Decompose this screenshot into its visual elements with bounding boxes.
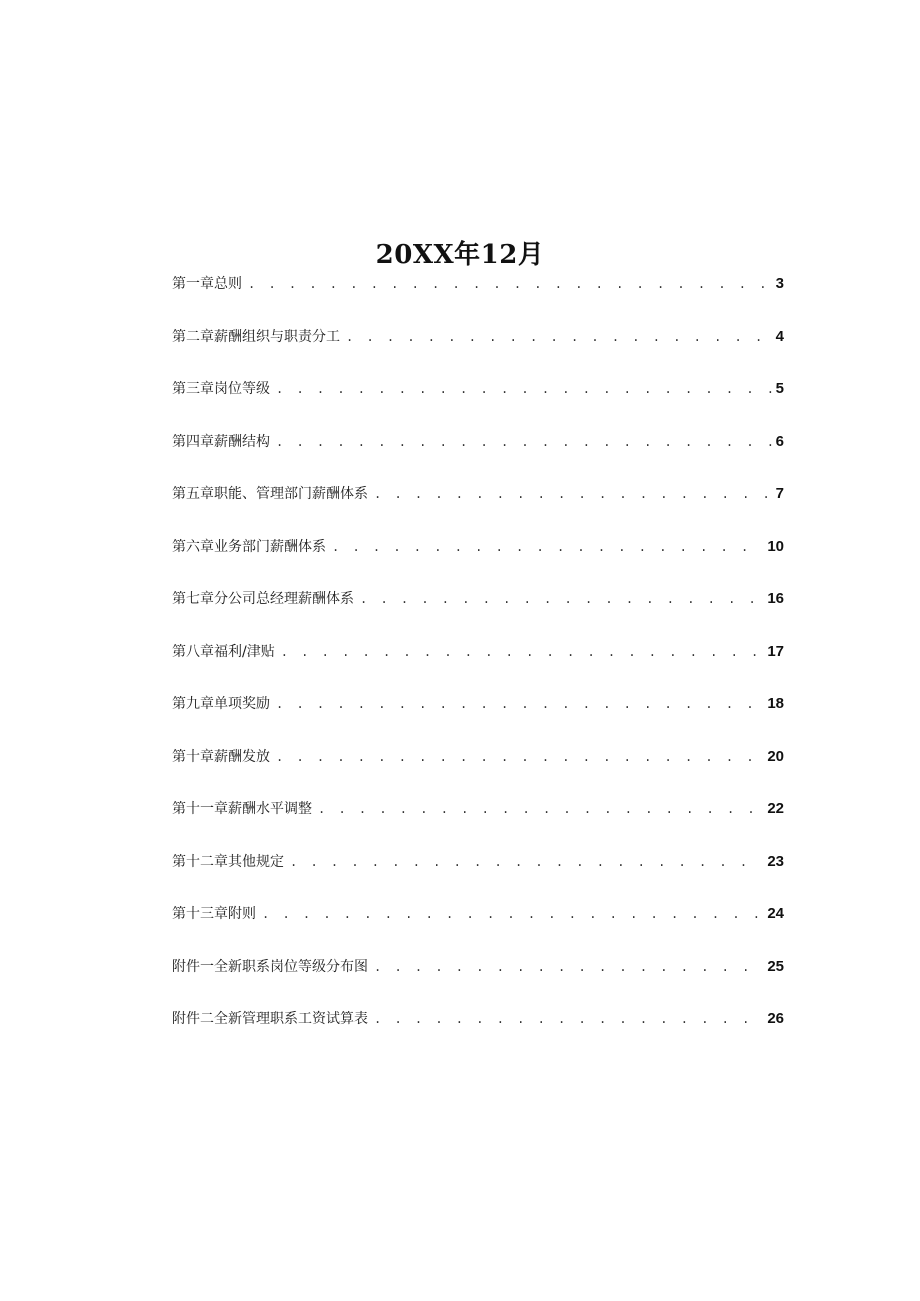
toc-entry-title: 第十一章薪酬水平调整	[172, 801, 312, 817]
toc-entry-title: 第八章福利/津贴	[172, 643, 275, 660]
toc-page-number: 3	[775, 275, 784, 292]
toc-page-number: 20	[767, 747, 784, 765]
date-heading: 20XX年12月	[375, 240, 545, 270]
toc-dot-leader	[281, 639, 764, 665]
toc-entry[interactable]	[172, 324, 784, 377]
toc-dot-leader	[276, 691, 763, 717]
toc-entry-title: 第一章总则	[172, 276, 242, 292]
toc-page-number: 10	[767, 537, 784, 555]
toc-entry[interactable]	[172, 481, 784, 534]
toc-entry-title: 第十三章附则	[172, 906, 256, 922]
toc-page-number: 5	[775, 380, 784, 397]
toc-entry-title: 附件二全新管理职系工资试算表	[172, 1011, 368, 1027]
toc-dot-leader	[374, 954, 763, 980]
toc-entry[interactable]	[172, 639, 784, 692]
toc-page-number: 26	[767, 1010, 784, 1027]
toc-entry[interactable]	[172, 796, 784, 849]
toc-page-number: 4	[775, 327, 784, 345]
toc-dot-leader	[346, 324, 772, 350]
toc-dot-leader	[290, 849, 763, 875]
toc-dot-leader	[374, 1006, 763, 1032]
toc-page-number: 16	[767, 590, 784, 607]
toc-entry-title: 第五章职能、管理部门薪酬体系	[172, 486, 368, 502]
toc-dot-leader	[262, 901, 763, 927]
toc-entry-title: 第九章单项奖励	[172, 696, 270, 712]
toc-page-number: 22	[767, 800, 784, 817]
toc-page-number: 18	[767, 695, 784, 712]
toc-entry[interactable]	[172, 744, 784, 797]
toc-page-number: 7	[775, 485, 784, 502]
toc-entry[interactable]	[172, 849, 784, 902]
toc-dot-leader	[276, 429, 772, 455]
toc-entry-title: 第二章薪酬组织与职责分工	[172, 328, 340, 345]
toc-dot-leader	[276, 744, 763, 770]
toc-entry[interactable]	[172, 534, 784, 587]
toc-dot-leader	[318, 796, 763, 822]
toc-dot-leader	[248, 271, 772, 297]
toc-entry[interactable]	[172, 901, 784, 954]
toc-entry[interactable]	[172, 691, 784, 744]
toc-page-number: 6	[775, 432, 784, 450]
toc-dot-leader	[360, 586, 763, 612]
toc-page-number: 23	[767, 852, 784, 870]
toc-entry[interactable]	[172, 586, 784, 639]
toc-entry-title: 第三章岗位等级	[172, 381, 270, 397]
toc-entry-title: 附件一全新职系岗位等级分布图	[172, 958, 368, 975]
table-of-contents	[172, 271, 784, 1059]
toc-dot-leader	[332, 534, 763, 560]
toc-entry-title: 第十章薪酬发放	[172, 748, 270, 765]
toc-entry[interactable]	[172, 376, 784, 429]
toc-entry-title: 第七章分公司总经理薪酬体系	[172, 591, 354, 607]
toc-page-number: 25	[767, 957, 784, 975]
toc-page-number: 17	[767, 642, 784, 660]
toc-entry[interactable]	[172, 271, 784, 324]
toc-entry-title: 第六章业务部门薪酬体系	[172, 538, 326, 555]
toc-dot-leader	[374, 481, 772, 507]
toc-page-number: 24	[767, 905, 784, 922]
toc-entry-title: 第十二章其他规定	[172, 853, 284, 870]
toc-entry[interactable]	[172, 954, 784, 1007]
toc-dot-leader	[276, 376, 772, 402]
toc-entry[interactable]	[172, 429, 784, 482]
toc-entry[interactable]	[172, 1006, 784, 1059]
toc-entry-title: 第四章薪酬结构	[172, 433, 270, 450]
